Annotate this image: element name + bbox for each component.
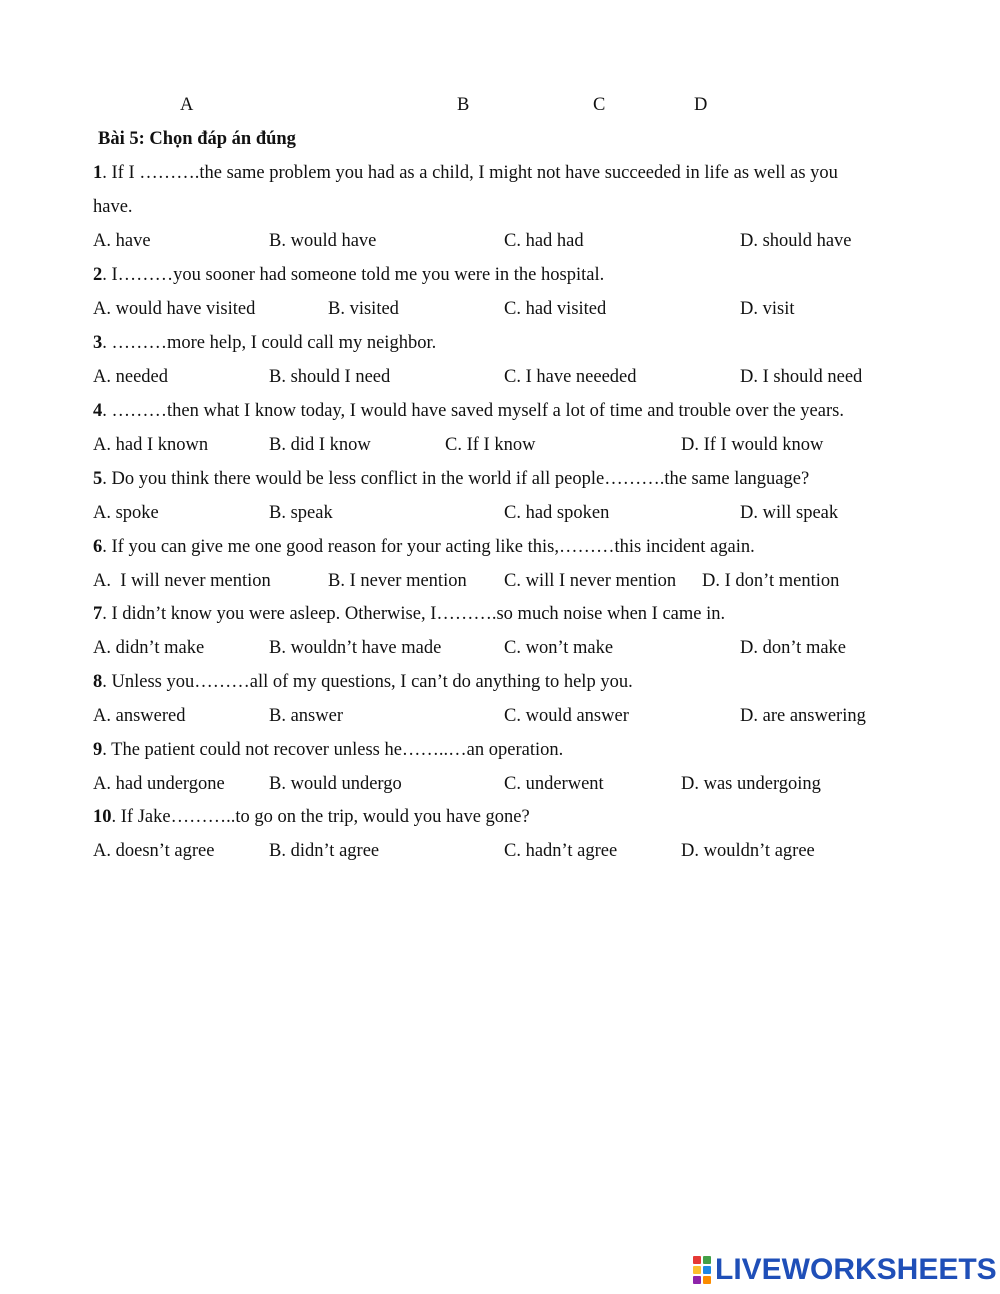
question-number: 6 — [93, 537, 103, 557]
q1-option-a[interactable]: A. have — [93, 231, 151, 251]
question-number: 7 — [93, 604, 103, 624]
q3-option-d[interactable]: D. I should need — [740, 367, 863, 387]
section-title: Bài 5: Chọn đáp án đúng — [98, 129, 296, 149]
question-text: . Unless you………all of my questions, I can’t do anything to help you. — [102, 672, 633, 692]
q2-option-c[interactable]: C. had visited — [504, 299, 607, 319]
q9-option-b[interactable]: B. would undergo — [269, 774, 402, 794]
question-number: 1 — [93, 163, 103, 183]
logo-mark-square — [703, 1256, 711, 1264]
question-text: . If you can give me one good reason for your acting like this,………this incident again. — [102, 537, 755, 557]
question-text: . I didn’t know you were asleep. Otherwise, I……….so much noise when I came in. — [102, 604, 726, 624]
q3-option-c[interactable]: C. I have neeeded — [504, 367, 637, 387]
q1-option-b[interactable]: B. would have — [269, 231, 377, 251]
question-text: . I………you sooner had someone told me you were in the hospital. — [102, 265, 605, 285]
header-letter-b: B — [457, 95, 470, 115]
question-1-continuation: have. — [93, 197, 133, 217]
q10-option-d[interactable]: D. wouldn’t agree — [681, 841, 815, 861]
header-letter-d: D — [694, 95, 708, 115]
q5-option-d[interactable]: D. will speak — [740, 503, 839, 523]
q6-option-a[interactable]: A. I will never mention — [93, 571, 271, 591]
q6-option-c[interactable]: C. will I never mention — [504, 571, 677, 591]
q8-option-a[interactable]: A. answered — [93, 706, 186, 726]
q6-option-b[interactable]: B. I never mention — [328, 571, 467, 591]
logo-mark-square — [703, 1276, 711, 1284]
question-number: 10 — [93, 807, 112, 827]
q8-option-b[interactable]: B. answer — [269, 706, 343, 726]
q8-option-d[interactable]: D. are answering — [740, 706, 866, 726]
question-number: 8 — [93, 672, 103, 692]
logo-mark-square — [693, 1256, 701, 1264]
liveworksheets-logo[interactable] — [693, 1253, 997, 1287]
logo-mark-icon — [693, 1256, 711, 1284]
question-text: . Do you think there would be less conflict in the world if all people……….the same language? — [102, 469, 810, 489]
question-2 — [93, 264, 604, 286]
q7-option-b[interactable]: B. wouldn’t have made — [269, 638, 442, 658]
question-number: 9 — [93, 740, 103, 760]
question-9 — [93, 739, 563, 761]
question-3 — [93, 332, 436, 354]
question-5 — [93, 468, 809, 490]
q9-option-a[interactable]: A. had undergone — [93, 774, 225, 794]
q5-option-b[interactable]: B. speak — [269, 503, 333, 523]
q4-option-c[interactable]: C. If I know — [445, 435, 536, 455]
q2-option-d[interactable]: D. visit — [740, 299, 795, 319]
question-6 — [93, 536, 755, 558]
q6-option-d[interactable]: D. I don’t mention — [702, 571, 840, 591]
header-letter-c: C — [593, 95, 606, 115]
question-10 — [93, 806, 530, 828]
q2-option-b[interactable]: B. visited — [328, 299, 399, 319]
logo-mark-square — [693, 1276, 701, 1284]
question-text: . The patient could not recover unless he……..…an operation. — [102, 740, 564, 760]
logo-wordmark: LIVEWORKSHEETS — [715, 1253, 997, 1286]
q7-option-d[interactable]: D. don’t make — [740, 638, 847, 658]
question-number: 3 — [93, 333, 103, 353]
q4-option-a[interactable]: A. had I known — [93, 435, 209, 455]
q5-option-c[interactable]: C. had spoken — [504, 503, 610, 523]
q7-option-a[interactable]: A. didn’t make — [93, 638, 205, 658]
question-number: 5 — [93, 469, 103, 489]
q5-option-a[interactable]: A. spoke — [93, 503, 159, 523]
q9-option-c[interactable]: C. underwent — [504, 774, 604, 794]
q2-option-a[interactable]: A. would have visited — [93, 299, 256, 319]
q1-option-d[interactable]: D. should have — [740, 231, 852, 251]
q10-option-b[interactable]: B. didn’t agree — [269, 841, 380, 861]
q4-option-d[interactable]: D. If I would know — [681, 435, 824, 455]
question-text: . If I ……….the same problem you had as a child, I might not have succeeded in life as well as you — [102, 163, 838, 183]
q7-option-c[interactable]: C. won’t make — [504, 638, 614, 658]
q3-option-b[interactable]: B. should I need — [269, 367, 391, 387]
question-number: 2 — [93, 265, 103, 285]
question-text: . ………then what I know today, I would have saved myself a lot of time and trouble over the years. — [102, 401, 844, 421]
question-1 — [93, 162, 838, 184]
q9-option-d[interactable]: D. was undergoing — [681, 774, 821, 794]
question-text: . If Jake………..to go on the trip, would you have gone? — [111, 807, 530, 827]
question-4 — [93, 400, 844, 422]
q1-option-c[interactable]: C. had had — [504, 231, 584, 251]
logo-mark-square — [693, 1266, 701, 1274]
q10-option-a[interactable]: A. doesn’t agree — [93, 841, 215, 861]
logo-mark-square — [703, 1266, 711, 1274]
q3-option-a[interactable]: A. needed — [93, 367, 168, 387]
question-text: . ………more help, I could call my neighbor. — [102, 333, 437, 353]
header-letter-a: A — [180, 95, 194, 115]
question-number: 4 — [93, 401, 103, 421]
q8-option-c[interactable]: C. would answer — [504, 706, 629, 726]
q4-option-b[interactable]: B. did I know — [269, 435, 371, 455]
q10-option-c[interactable]: C. hadn’t agree — [504, 841, 618, 861]
question-7 — [93, 603, 725, 625]
question-8 — [93, 671, 633, 693]
